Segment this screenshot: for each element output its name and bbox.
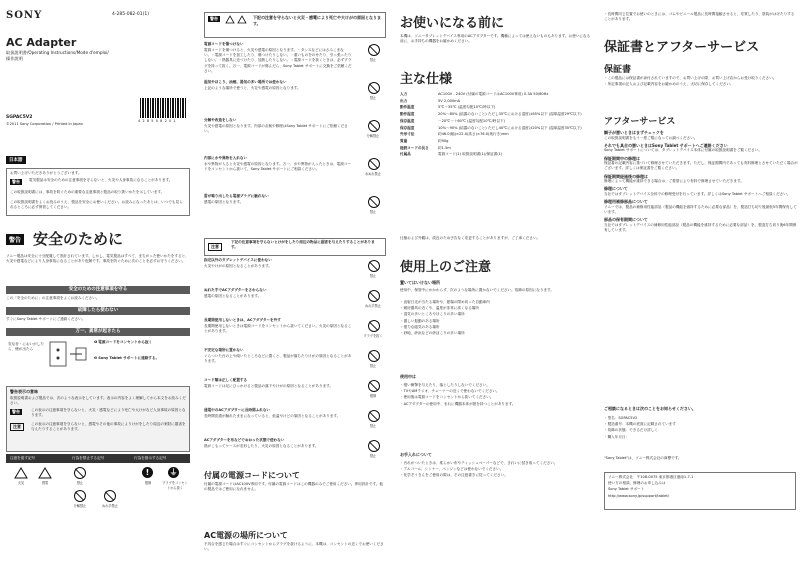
list-item: ・強力な磁気のある場所 [400, 324, 440, 329]
list-item: ・故障の状態：できるだけ詳しく [604, 428, 658, 433]
outlet-illustration [48, 338, 90, 370]
power-title: AC電源の場所について [204, 531, 288, 540]
after-text: ソニーでは、製品の補修用性能部品（製品の機能を維持するために必要な部品）を、製造打ち切り後最低5年間保有しています。 [604, 204, 797, 214]
symbol-caption: 強制 [144, 481, 152, 485]
contact-list [604, 416, 798, 441]
prohibited-icon [74, 467, 86, 479]
column-1 [0, 0, 195, 567]
prohibited-icon [368, 290, 380, 302]
warning-item-heading: 通電中のACアダプターに長時間ふれない [204, 408, 271, 412]
spec-row [400, 105, 594, 110]
symbol-caption: 感電 [41, 481, 49, 485]
mandatory-icon: ! [142, 467, 153, 478]
spec-label: 入力 [400, 92, 408, 96]
spec-title: 主な仕様 [400, 72, 453, 87]
warning-header-text: 下記の注意を守らないと火災・感電により死亡や大けがの原因となります。 [253, 15, 381, 26]
footer-line: http://www.sony.jp/support/tablet/ [608, 493, 669, 498]
prohibited-icon [368, 82, 380, 94]
icon-caption: 禁止 [369, 424, 377, 428]
prohibited-icon [368, 380, 380, 392]
after-text: この取扱説明書をもう一度ご覧になってお調べください。 [604, 135, 698, 140]
after-service-list [604, 128, 798, 235]
prohibited-icon [368, 158, 380, 170]
warning-item-heading: 湿気やほこり、油煙、湯気の多い場所では使わない [204, 80, 287, 84]
warning-item-text: 感電の原因となることがあります。 [204, 294, 262, 298]
figure-step-1: ❶ 電源コードをコンセントから抜く [94, 340, 153, 344]
language-tag: 日本語 [6, 156, 26, 164]
icon-caption: 禁止 [369, 364, 377, 368]
warning-item-text: 感電の原因となります。 [204, 200, 244, 204]
electric-shock-icon [38, 467, 52, 479]
safety-title: 安全のために [33, 230, 124, 248]
usage-title: 使用上のご注意 [400, 260, 492, 275]
after-heading: 部品の保有期間について [604, 217, 648, 223]
marks-box [6, 386, 190, 452]
care-list [400, 461, 592, 480]
warning-item-text: 電源コードを傷つけると、火災や感電の原因となります。・タンスなどにはさみこまない。・電源コードを加工したり、傷つけたりしない。・重いものをのせたり、引っ張ったりしない。・熱器具に近づけたり、加熱したりしない。・電源コードを抜くときは、必ずプラグを持って抜く。万一、電源コードが傷んだら、Sony Tablet サポートに交換をご依頼ください。 [204, 48, 352, 73]
spec-row [400, 139, 594, 144]
symbol-row-label: 注意を促す記号 [10, 456, 36, 460]
column-2 [200, 0, 390, 567]
after-heading: 調子が悪いときはまずチェックを [604, 130, 664, 135]
spec-label: 保存湿度 [400, 125, 415, 130]
intro-box [6, 168, 190, 216]
spec-row [400, 146, 594, 151]
after-heading: それでも具合の悪いときはSony Tablet サポートへご連絡ください [604, 142, 728, 148]
list-item: ・型名：SGPAC5V2 [604, 416, 638, 420]
safety-text: ソニー製品は安全に十分配慮して設計されています。しかし、電気製品はすべて、まちがった使いかたをすると、火災や感電などにより人身事故になることがあり危険です。事故を防ぐために次のことを必ずお守りください。 [6, 254, 189, 264]
safety-bar-2: 故障したら使わない [6, 307, 190, 315]
care-subtitle: お手入れについて [400, 452, 432, 457]
warning-item-text: 電源コードは足にひっかけると製品の落下やけがの原因となることがあります。 [204, 384, 334, 388]
warning-text: この取扱説明書には、事故を防ぐための重要な注意事項と製品の取り扱いかたを示しています。 [10, 190, 165, 194]
warning-text: 電気製品は安全のための注意事項を守らないと、火災や人身事故になることがあります。 [29, 178, 173, 182]
icon-caption: 強制 [369, 394, 377, 398]
spec-label: 質量 [400, 138, 408, 143]
list-item: ・所定事項の記入および記載内容をお確かめのうえ、大切に保存してください。 [604, 82, 734, 87]
spec-value: 電源コード(1) 取扱説明書(1)/保証書(1) [438, 152, 503, 157]
barcode [140, 98, 186, 118]
subtitle-line: 取扱説明書/Operating Instructions/Mode d'emploi/ [6, 50, 109, 55]
symbol-caption: プラグをコンセントから抜く [162, 481, 188, 490]
footer-line: Sony Tablet サポート [608, 487, 645, 492]
spec-value: AC100V - 240V (付属の電源コードはAC100V専用) 0.3A 50/60Hz [438, 92, 549, 96]
prohibited-icon [368, 350, 380, 362]
spec-row [400, 92, 594, 97]
list-item: ・この製品には保証書が添付されていますので、お買い上げの際、お買い上げ店からお受け取りください。 [604, 76, 777, 80]
figure-step-2: ❷ Sony Tablet サポートに連絡する。 [94, 356, 160, 360]
safety-badge: 警告 [6, 234, 24, 245]
icon-caption: ぬれ手禁止 [365, 304, 381, 308]
column-4 [602, 0, 802, 567]
prohibited-icon [368, 440, 380, 452]
list-item: ・TVやAMラジオ、チューナーの近くで使わないでください。 [400, 389, 500, 394]
product-title: AC Adapter [6, 36, 77, 49]
after-service-title: アフターサービス [604, 117, 676, 127]
spec-label: 接続コードの長さ [400, 145, 429, 150]
warning-item-text: 長期間使用しないときは電源コードをコンセントから抜いてください。火災の原因となることがあります。 [204, 324, 352, 334]
cord-text: 付属の電源コードはAC100V専用です。付属の電源コードはこの機器のみでご使用ください。専用設計です。他の製品ではご使用になれません。 [204, 482, 383, 492]
footer-box [604, 472, 796, 510]
place-title: 置いてはいけない場所 [400, 280, 440, 285]
place-text: 使用中、保管中にかかわらず、次のような場所に置かないでください。故障の原因になります。 [400, 288, 554, 292]
spec-value: 5V 2,000mA [438, 98, 461, 103]
warning-item-text: ぐらついた台の上や傾いたところなどに置くと、製品が落ちたりけがの原因となることがあります。 [204, 354, 352, 364]
spec-row [400, 112, 594, 117]
warning-item-heading: 電源コードを傷つけない [204, 42, 244, 46]
trademark: "Sony Tablet"は、ソニー株式会社の商標です。 [604, 456, 682, 460]
copyright: ©2011 Sony Corporation / Printed in Japan [6, 122, 83, 126]
icon-caption: 水ぬれ禁止 [365, 172, 381, 176]
symbol-caption: 分解禁止 [73, 504, 87, 508]
icon-caption: 禁止 [369, 96, 377, 100]
symbol-caption: ぬれ手禁止 [102, 504, 118, 508]
warning-header-box [204, 12, 386, 38]
warning-badge: 警告 [12, 179, 20, 184]
symbol-row-label: 行為を禁止する記号 [72, 456, 105, 460]
warning-item-text: 水や異物が入ると火災や感電の原因となります。万一、水や異物が入ったときは、電源コードをコンセントから抜いて、Sony Tablet サポートにご相談ください。 [204, 162, 352, 172]
prohibited-icon [368, 120, 380, 132]
spec-note: 仕様および外観は、改良のため予告なく変更することがありますが、ご了承ください。 [400, 236, 541, 240]
bar2-text: すぐにSony Tablet サポートにご連絡ください。 [6, 317, 86, 321]
safety-bar-3: 万一、異常が起きたら [6, 328, 190, 336]
brand-logo: SONY [6, 10, 43, 21]
warning-item-text: 長時間皮膚が触れたままになっていると、低温やけどの原因となることがあります。 [204, 414, 341, 418]
warning-item-text: 熱がこもってケースが変形したり、火災の原因となることがあります。 [204, 444, 319, 448]
column-3 [398, 0, 598, 567]
warning-item-text: 上記のような場所で使うと、火災や感電の原因となります。 [204, 86, 301, 90]
after-text: 保証書の記載内容に基づいて修理させていただきます。ただし、保証期間内であっても有料修理とさせていただく場合がございます。詳しくは保証書をご覧ください。 [604, 161, 798, 171]
list-item: ・使用後は電源コードをコンセントから抜いてください。 [400, 395, 494, 400]
no-wet-hands-icon [104, 490, 116, 502]
after-heading: 修理について [604, 186, 628, 192]
prohibited-icon [368, 410, 380, 422]
footer-lines [608, 475, 792, 500]
warning-item-heading: 不安定な場所に置かない [204, 348, 244, 352]
fire-icon [225, 15, 235, 24]
list-item: ・化学ぞうきんをご使用の際は、その注意書きに従ってください。 [400, 473, 508, 478]
after-text: 修理によって機能が維持できる場合は、ご要望により有料で修理させていただきます。 [604, 179, 744, 184]
marks-text: 取扱説明書および製品では、次のような表示をしています。表示の内容をよく理解してから本文をお読みください。 [10, 396, 186, 406]
place-list [400, 300, 592, 337]
symbols-header [6, 454, 190, 463]
warning-badge: 警告 [210, 16, 218, 21]
spec-value: 約90g [438, 138, 449, 143]
list-item: ・暖房器具の近くや、温度が非常に高くなる場所 [400, 306, 479, 311]
warning-item-heading: ぬれた手でACアダプターをさわらない [204, 288, 267, 292]
bar1-text: この「安全のために」の注意事項をよくお読みください。 [6, 296, 100, 300]
spec-value: 約1.5m [438, 145, 451, 150]
icon-caption: 分解禁止 [366, 134, 380, 138]
prohibited-icon [368, 260, 380, 272]
spec-row [400, 119, 594, 124]
marks-title: 警告表示の意味 [10, 389, 38, 394]
icon-caption: プラグを抜く [363, 334, 383, 338]
warning-item-heading: 雷が鳴り出したら電源プラグに触れない [204, 194, 269, 198]
mark-caution-text: この表示の注意事項を守らないと、感電やその他の事故によりけがをしたり周辺の家財に損害を与えたりすることがあります。 [31, 422, 186, 432]
spec-row [400, 132, 594, 137]
warning-item-heading: 内部に水や異物を入れない [204, 156, 248, 160]
warning-item-text: 火災や感電の原因となります。内部の点検や修理はSony Tablet サポートにご依頼ください。 [204, 124, 348, 134]
warning-item-heading: コード類は正しく配置する [204, 378, 248, 382]
figure-caption: 変な音・においがしたら、煙が出たら [8, 342, 44, 352]
warning-text: この取扱説明書をよくお読みのうえ、製品を安全にお使いください。お読みになったあとは、いつでも見られるところに必ず保管してください。 [10, 200, 183, 210]
intro-text: お買い上げいただきありがとうございます。 [10, 171, 82, 175]
subtitle [6, 50, 109, 62]
after-heading: 修理用補修部品について [604, 199, 648, 205]
after-text: 当社ではタブレットデバイスの補修用性能部品（製品の機能を維持するために必要な部品）を、製造打ち切り後6年間保有しています。 [604, 222, 797, 232]
subtitle-line: 操作說明 [6, 56, 23, 61]
spec-row [400, 152, 594, 157]
icon-caption: 禁止 [369, 210, 377, 214]
mark-warning-badge: 警告 [12, 409, 20, 414]
cord-title: 付属の電源コードについて [204, 471, 300, 480]
footer-line: 使い方の相談、修理のお申し込みは [608, 481, 666, 486]
top-note: ・長時間同じ位置でお使いのときには、ゴムやビニール製品に長時間接触させると、変質したり、塗装がはげたりすることがあります。 [604, 12, 795, 22]
spec-value: －20℃～＋60℃ (温度勾配10℃/時以下) [438, 118, 505, 123]
spec-label: 動作温度 [400, 105, 415, 110]
list-item: ・製造番号：本機の底面に記載されています [604, 422, 676, 427]
spec-row [400, 99, 594, 104]
warranty-subtitle: 保証書 [604, 65, 632, 75]
symbol-row-label: 行為を指示する記号 [134, 456, 167, 460]
caution-header-text: 下記の注意事項を守らないとけがをしたり周辺の物品に損害を与えたりすることがあります。 [231, 240, 375, 250]
warranty-title: 保証書とアフターサービス [604, 40, 760, 55]
icon-caption: 禁止 [369, 454, 377, 458]
mark-warning-text: この表示の注意事項を守らないと、火災・感電などにより死亡や大けがなど人身事故の原因となります。 [31, 408, 186, 418]
warning-item-heading: 分解や改造をしない [204, 118, 237, 122]
list-item: ・砂地、砂浜などの砂ぼこりの多い場所 [400, 331, 465, 336]
list-item: ・激しい振動のある場所 [400, 318, 440, 323]
after-heading: 保証期間経過後の修理は [604, 173, 648, 179]
no-disassembly-icon [74, 490, 86, 502]
contact-heading: ご相談になるときは次のことをお知らせください。 [604, 406, 696, 411]
before-use-text: 本機は、ソニータブレットデバイス専用のACアダプターです。機種によっては使えないものもあります。お使いになる前に、お手持ちの機器をお確かめください。 [400, 34, 591, 44]
list-item: ・汚れがついたときは、柔らかい布やティッシュペーパーなどで、きれいに拭き取ってください。 [400, 461, 558, 465]
list-item: ・湿気の多いところやほこりの多い場所 [400, 312, 465, 317]
warning-item-heading: ACアダプターを布などでおおった状態で使わない [204, 438, 285, 442]
warning-item-heading: 指定以外のタブレットデバイスに使わない [204, 258, 272, 262]
icon-caption: 禁止 [369, 58, 377, 62]
power-text: 不具合を感じた場合はすぐにコンセントからプラグを抜けるように、本機は、コンセントの近くでお使いください。 [204, 542, 384, 552]
spec-label: 保存温度 [400, 118, 415, 123]
safety-bar-1: 安全のための注意事項を守る [6, 286, 190, 294]
list-item: ・直射日光が当たる場所や、夏場の閉め切った自動車内 [400, 300, 490, 304]
caution-badge: 注意 [208, 243, 222, 251]
spec-table [400, 92, 594, 159]
list-item: ・ACアダプターの使用中、まれに機器本体が熱を持つことがあります。 [400, 401, 516, 406]
list-item: ・アルコール、シンナー、ベンジンなどは使わないでください。 [400, 467, 504, 472]
spec-value: 10%～90% (結露のないこと) ただし40℃における湿度は20%以下 (湿球温度35℃以下) [438, 125, 582, 130]
use-subtitle: 使用中は [400, 374, 416, 379]
spec-label: 動作湿度 [400, 112, 415, 117]
spec-value: 20%～80% (結露のないこと) ただし35℃における湿度は65%以下 (湿球温度29℃以下) [438, 112, 582, 117]
prohibited-icon [368, 44, 380, 56]
after-text: 当社ではタブレットデバイス全体での修理受付を行っています。詳しくはSony Tablet サポートへご相談ください。 [604, 191, 791, 196]
spec-value: 5℃～35℃ (温度勾配10℃/時以下) [438, 105, 496, 110]
after-heading: 保証期間中の修理は [604, 155, 640, 161]
mark-caution-badge: 注意 [10, 423, 24, 431]
prohibited-icon [368, 196, 380, 208]
footer-line: ソニー株式会社 〒108-0075 東京都港区港南1-7-1 [608, 475, 694, 479]
symbol-caption: 火災 [17, 481, 25, 485]
barcode-number: 4 2 8 5 0 8 2 0 1 [138, 119, 177, 123]
fire-icon [14, 467, 28, 479]
icon-caption: 禁止 [369, 274, 377, 278]
unplug-icon: ⏚ [169, 468, 178, 477]
before-use-title: お使いになる前に [400, 16, 505, 31]
warranty-list [604, 76, 798, 88]
caution-header-box [204, 238, 386, 256]
prohibited-icon [368, 320, 380, 332]
spec-label: 外形寸法 [400, 132, 415, 137]
spec-row [400, 126, 594, 131]
doc-number: 4-285-082-01(1) [112, 12, 150, 17]
after-text: Sony Tablet サポートについては、タブレットデバイス本体に付属の取扱説明書をご覧ください。 [604, 148, 762, 153]
use-list [400, 383, 592, 408]
spec-label: 付属品 [400, 152, 411, 157]
spec-label: 出力 [400, 98, 408, 103]
model-number: SGPAC5V2 [6, 115, 33, 120]
symbol-caption: 禁止 [76, 481, 84, 485]
warning-item-text: 火災やけがの原因となることがあります。 [204, 264, 272, 268]
electric-shock-icon [237, 15, 247, 24]
warning-item-heading: 長期間使用しないときは、ACアダプターを外す [204, 318, 281, 322]
list-item: ・購入年月日： [604, 434, 630, 439]
list-item: ・強い衝撃を与えたり、落としたりしないでください。 [400, 383, 490, 387]
spec-value: 約46.0(幅)×22.0(高さ)×76.0(奥行き)mm [438, 132, 509, 137]
